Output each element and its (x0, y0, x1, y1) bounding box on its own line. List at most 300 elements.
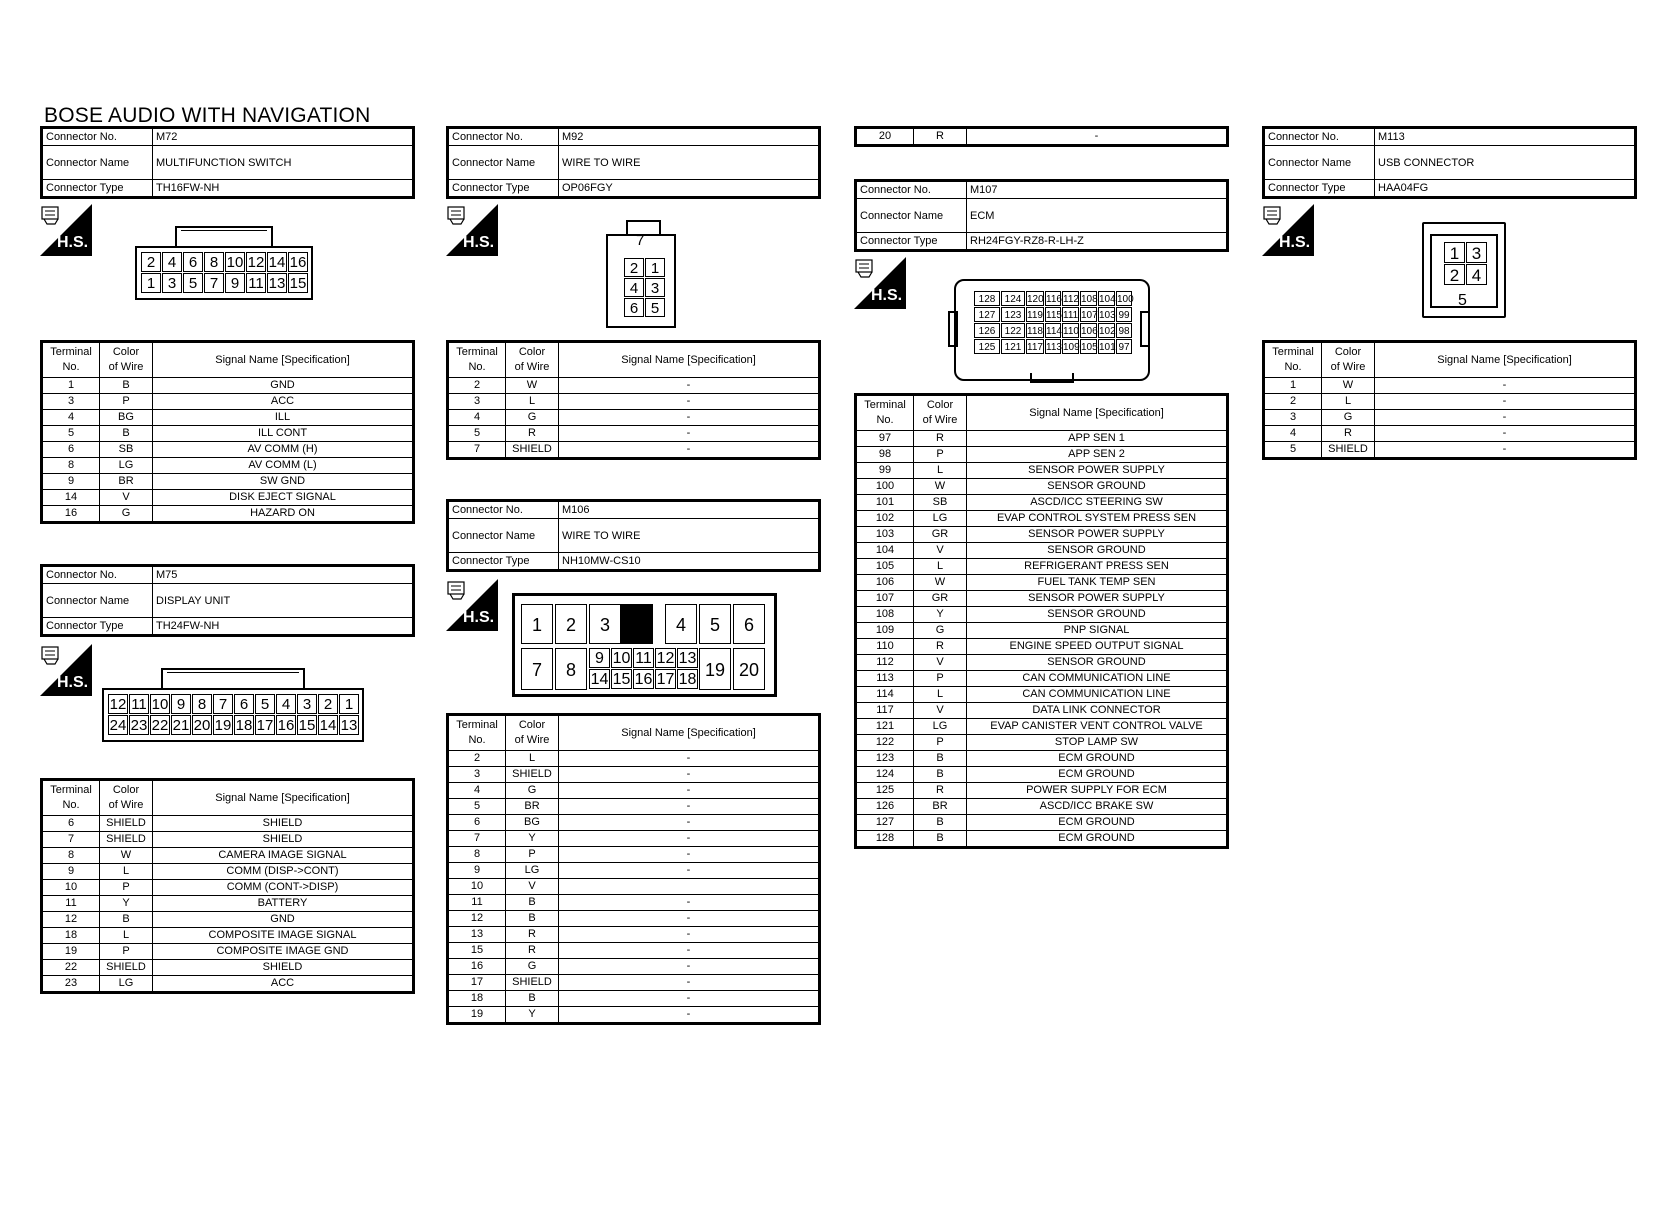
connector-diagram-m107 (954, 279, 1150, 381)
color-of-wire-header (100, 780, 153, 816)
table-row (856, 575, 1228, 591)
terminal-no: 8 (42, 458, 100, 474)
connector-pin: 9 (589, 648, 610, 668)
connector-pin: 12 (656, 650, 675, 667)
table-row (42, 458, 414, 474)
connector-no-value: M106 (559, 501, 820, 519)
connector-pin: 2 (555, 604, 587, 644)
terminal-no: 101 (856, 495, 914, 511)
table-row (42, 928, 414, 944)
connector-pin: 123 (1001, 307, 1025, 322)
connector-pin: 2 (1444, 264, 1465, 285)
connector-type-value: NH10MW-CS10 (559, 553, 820, 571)
signal-name: - (1375, 378, 1636, 394)
connector-pin: 125 (974, 339, 1000, 354)
connector-pin: 5 (183, 273, 203, 293)
signal-name: - (559, 959, 820, 975)
latch-chevron-icon (181, 230, 267, 241)
hs-badge-icon (40, 644, 92, 696)
connector-name-label: Connector Name (856, 199, 967, 233)
signal-name-header: Signal Name [Specification] (559, 342, 820, 378)
signal-name: - (559, 783, 820, 799)
wire-color: L (506, 394, 559, 410)
connector-diagram-m113 (1422, 222, 1508, 318)
terminal-no: 7 (448, 831, 506, 847)
terminal-no: 103 (856, 527, 914, 543)
terminal-no: 125 (856, 783, 914, 799)
signal-name: - (559, 426, 820, 442)
table-row (448, 911, 820, 927)
signal-name: COMM (CONT->DISP) (153, 880, 414, 896)
table-row (448, 799, 820, 815)
wire-color: BR (506, 799, 559, 815)
connector-info-table (446, 126, 821, 199)
connector-pin: 4 (276, 694, 296, 714)
terminal-no: 19 (42, 944, 100, 960)
connector-pin: 118 (1026, 323, 1044, 338)
signal-name: SENSOR POWER SUPPLY (967, 463, 1228, 479)
hs-badge-label: H.S. (1279, 234, 1311, 251)
signal-name: - (559, 975, 820, 991)
table-row (448, 426, 820, 442)
table-row (448, 767, 820, 783)
wire-color: G (506, 959, 559, 975)
signal-name: EVAP CANISTER VENT CONTROL VALVE (967, 719, 1228, 735)
connector-type-label: Connector Type (856, 233, 967, 251)
color-of-wire-header (506, 715, 559, 751)
connector-pin: 115 (1045, 307, 1061, 322)
connector-pin: 126 (974, 323, 1000, 338)
terminal-no: 10 (42, 880, 100, 896)
connector-pin: 23 (130, 717, 148, 734)
signal-name: - (1375, 426, 1636, 442)
connector-no-value: M113 (1375, 128, 1636, 146)
signal-name: PNP SIGNAL (967, 623, 1228, 639)
wire-color: V (914, 703, 967, 719)
wire-color: LG (506, 863, 559, 879)
hs-badge-icon (446, 204, 498, 256)
signal-name: - (559, 895, 820, 911)
wire-color: B (914, 831, 967, 848)
terminal-no: 12 (448, 911, 506, 927)
terminal-no-header (856, 395, 914, 431)
table-row (856, 623, 1228, 639)
connector-type-value: TH24FW-NH (153, 618, 414, 636)
table-row (856, 687, 1228, 703)
connector-diagram-m72 (135, 226, 355, 306)
signal-name: - (967, 128, 1228, 146)
wire-color: LG (914, 511, 967, 527)
wire-color: BR (914, 799, 967, 815)
table-row (856, 543, 1228, 559)
wire-color: SHIELD (100, 832, 153, 848)
wire-color: BR (100, 474, 153, 490)
signal-name: REFRIGERANT PRESS SEN (967, 559, 1228, 575)
table-row (856, 527, 1228, 543)
table-row (856, 559, 1228, 575)
terminal-no: 5 (1264, 442, 1322, 459)
connector-name-label: Connector Name (42, 584, 153, 618)
terminal-no: 7 (42, 832, 100, 848)
signal-name: - (559, 751, 820, 767)
wire-color: SHIELD (506, 975, 559, 991)
signal-name: ECM GROUND (967, 815, 1228, 831)
wire-color: SHIELD (100, 960, 153, 976)
wire-color: V (506, 879, 559, 895)
wire-color: V (914, 655, 967, 671)
table-row (856, 495, 1228, 511)
table-row (448, 410, 820, 426)
signal-name: ECM GROUND (967, 751, 1228, 767)
connector-pin: 101 (1098, 339, 1115, 354)
connector-no-label: Connector No. (448, 501, 559, 519)
connector-pin: 99 (1116, 307, 1132, 322)
connector-no-value: M107 (967, 181, 1228, 199)
connector-pin: 8 (204, 252, 224, 272)
terminal-no-label-line: Terminal (456, 719, 498, 731)
terminal-no: 4 (448, 783, 506, 799)
connector-pin: 124 (1001, 291, 1025, 306)
wire-color: GR (914, 527, 967, 543)
table-row (448, 815, 820, 831)
connector-type-label: Connector Type (448, 553, 559, 571)
table-row (448, 943, 820, 959)
table-row (448, 394, 820, 410)
hs-badge-label: H.S. (463, 609, 495, 626)
terminal-no: 112 (856, 655, 914, 671)
connector-type-value: RH24FGY-RZ8-R-LH-Z (967, 233, 1228, 251)
terminal-no: 14 (42, 490, 100, 506)
table-row (856, 767, 1228, 783)
signal-name: GND (153, 378, 414, 394)
signal-name: AV COMM (L) (153, 458, 414, 474)
connector-pin: 120 (1026, 291, 1044, 306)
hs-badge-label: H.S. (463, 234, 495, 251)
terminal-no: 20 (856, 128, 914, 146)
table-row (856, 751, 1228, 767)
connector-name-label: Connector Name (1264, 146, 1375, 180)
wire-color: LG (100, 458, 153, 474)
latch-chevron-icon (167, 672, 299, 683)
terminal-no: 23 (42, 976, 100, 993)
table-row (448, 751, 820, 767)
wire-color: L (914, 463, 967, 479)
terminal-no: 121 (856, 719, 914, 735)
signal-name: DISK EJECT SIGNAL (153, 490, 414, 506)
connector-pin: 1 (1444, 242, 1465, 263)
connector-pin: 3 (645, 278, 665, 297)
connector-pin: 17 (256, 717, 274, 734)
terminal-no: 4 (448, 410, 506, 426)
terminal-no-label-line: Terminal (864, 399, 906, 411)
signal-name: ILL (153, 410, 414, 426)
table-row (1264, 394, 1636, 410)
connector-pin: 108 (1080, 291, 1097, 306)
terminal-no: 1 (1264, 378, 1322, 394)
signal-name: BATTERY (153, 896, 414, 912)
table-row (856, 831, 1228, 848)
page-title: BOSE AUDIO WITH NAVIGATION (44, 104, 371, 127)
connector-pin: 1 (521, 604, 553, 644)
table-row (42, 976, 414, 993)
connector-pin: 16 (634, 671, 653, 688)
signal-name: - (559, 847, 820, 863)
terminal-no-header (1264, 342, 1322, 378)
wire-color: P (100, 880, 153, 896)
table-row (856, 511, 1228, 527)
terminal-no: 123 (856, 751, 914, 767)
connector-pin: 3 (297, 694, 317, 714)
terminal-no: 18 (42, 928, 100, 944)
wire-color: G (1322, 410, 1375, 426)
connector-side-latch (1140, 311, 1150, 347)
connector-pin: 10 (226, 254, 244, 271)
connector-pin: 21 (172, 717, 190, 734)
table-row (856, 431, 1228, 447)
table-row (856, 463, 1228, 479)
wire-color: P (100, 944, 153, 960)
signal-name: ENGINE SPEED OUTPUT SIGNAL (967, 639, 1228, 655)
signal-name: - (559, 911, 820, 927)
connector-pin: 2 (624, 258, 644, 277)
table-row (448, 959, 820, 975)
wire-color: B (914, 815, 967, 831)
wire-color: R (914, 128, 967, 146)
terminal-no: 104 (856, 543, 914, 559)
terminal-no: 2 (1264, 394, 1322, 410)
connector-pin: 4 (624, 278, 644, 297)
terminal-no: 106 (856, 575, 914, 591)
terminal-no: 100 (856, 479, 914, 495)
table-row (42, 474, 414, 490)
connector-m72 (40, 126, 415, 519)
wire-color: P (914, 447, 967, 463)
signal-name: ASCD/ICC BRAKE SW (967, 799, 1228, 815)
table-row (856, 783, 1228, 799)
terminal-no: 6 (448, 815, 506, 831)
terminal-no: 98 (856, 447, 914, 463)
terminal-no: 11 (42, 896, 100, 912)
connector-pin: 19 (214, 717, 232, 734)
wire-color: V (100, 490, 153, 506)
table-row (856, 655, 1228, 671)
signal-name: SHIELD (153, 816, 414, 832)
connector-no-value: M72 (153, 128, 414, 146)
terminal-no: 3 (448, 394, 506, 410)
connector-pin: 114 (1045, 323, 1061, 338)
terminal-no: 128 (856, 831, 914, 848)
connector-m92 (446, 126, 821, 455)
terminal-no: 3 (1264, 410, 1322, 426)
wire-color: BG (506, 815, 559, 831)
connector-pin: 3 (1466, 242, 1487, 263)
terminal-no: 99 (856, 463, 914, 479)
wire-color: SHIELD (1322, 442, 1375, 459)
table-row (448, 1007, 820, 1024)
color-label-line: Color (926, 399, 954, 411)
signal-name: - (559, 394, 820, 410)
connector-pin: 2 (318, 694, 338, 714)
terminal-no: 16 (42, 506, 100, 523)
table-row (42, 442, 414, 458)
wire-color: R (506, 943, 559, 959)
connector-pin: 20 (733, 648, 765, 690)
signal-name: ECM GROUND (967, 831, 1228, 848)
wire-color: W (1322, 378, 1375, 394)
table-row (42, 394, 414, 410)
table-row (42, 816, 414, 832)
terminal-no-label-line: No. (876, 414, 894, 426)
terminal-no-label-line: No. (62, 361, 80, 373)
wire-color: L (506, 751, 559, 767)
connector-name-value: DISPLAY UNIT (153, 584, 414, 618)
signal-name-header: Signal Name [Specification] (1375, 342, 1636, 378)
terminal-table-header (856, 395, 1228, 431)
table-row (448, 863, 820, 879)
table-row (856, 479, 1228, 495)
signal-name: FUEL TANK TEMP SEN (967, 575, 1228, 591)
connector-pin: 19 (699, 648, 731, 690)
wire-color: B (100, 912, 153, 928)
terminal-no: 105 (856, 559, 914, 575)
wire-color: SHIELD (100, 816, 153, 832)
terminal-no-header (448, 715, 506, 751)
color-label-line: Color (1334, 346, 1362, 358)
terminal-no: 7 (448, 442, 506, 459)
connector-pin: 9 (171, 694, 191, 714)
connector-name-value: ECM (967, 199, 1228, 233)
connector-side-latch (948, 311, 958, 347)
connector-pin: 5 (699, 604, 731, 644)
color-label-line: Color (518, 719, 546, 731)
wire-color: Y (914, 607, 967, 623)
wire-color: W (506, 378, 559, 394)
signal-name: - (1375, 442, 1636, 459)
terminal-no-label-line: Terminal (50, 784, 92, 796)
connector-pin: 20 (193, 717, 211, 734)
terminal-table (40, 340, 415, 524)
connector-name-label: Connector Name (42, 146, 153, 180)
signal-name-header: Signal Name [Specification] (559, 715, 820, 751)
table-row (42, 864, 414, 880)
terminal-table-header (1264, 342, 1636, 378)
connector-pin: 7 (213, 694, 233, 714)
color-label-line: of Wire (108, 799, 144, 811)
table-row (1264, 410, 1636, 426)
hs-badge-icon (446, 579, 498, 631)
connector-type-label: Connector Type (42, 618, 153, 636)
wire-color: G (506, 410, 559, 426)
terminal-no: 19 (448, 1007, 506, 1024)
terminal-no: 124 (856, 767, 914, 783)
terminal-no-label-line: No. (1284, 361, 1302, 373)
color-of-wire-header (1322, 342, 1375, 378)
connector-pin: 112 (1062, 291, 1079, 306)
table-row (856, 815, 1228, 831)
connector-pin: 3 (162, 273, 182, 293)
connector-pin: 111 (1062, 307, 1079, 322)
hs-badge-label: H.S. (57, 674, 89, 691)
color-of-wire-header (914, 395, 967, 431)
connector-diagram-m92 (606, 220, 681, 328)
connector-name-value: WIRE TO WIRE (559, 519, 820, 553)
wire-color: LG (100, 976, 153, 993)
connector-name-value: MULTIFUNCTION SWITCH (153, 146, 414, 180)
wire-color: B (506, 911, 559, 927)
connector-pin: 113 (1045, 339, 1061, 354)
hs-badge-icon (1262, 204, 1314, 256)
pin-label-bottom: 5 (1458, 292, 1467, 309)
wire-color: R (506, 927, 559, 943)
terminal-no: 8 (448, 847, 506, 863)
connector-pin: 105 (1080, 339, 1097, 354)
connector-no-label: Connector No. (448, 128, 559, 146)
terminal-no: 127 (856, 815, 914, 831)
terminal-table-header (42, 780, 414, 816)
terminal-no: 117 (856, 703, 914, 719)
connector-pin: 18 (235, 717, 253, 734)
signal-name: COMM (DISP->CONT) (153, 864, 414, 880)
color-label-line: of Wire (514, 361, 550, 373)
connector-pin: 9 (225, 273, 245, 293)
connector-pin: 14 (590, 671, 609, 688)
table-row (42, 896, 414, 912)
connector-name-value: USB CONNECTOR (1375, 146, 1636, 180)
signal-name: SENSOR GROUND (967, 607, 1228, 623)
table-row (42, 378, 414, 394)
wire-color: Y (506, 831, 559, 847)
connector-pin: 11 (246, 273, 266, 293)
connector-pin: 1 (339, 694, 359, 714)
connector-pin: 119 (1026, 307, 1044, 322)
connector-pin: 107 (1080, 307, 1097, 322)
wire-color: G (914, 623, 967, 639)
signal-name: - (559, 863, 820, 879)
connector-pin: 4 (665, 604, 697, 644)
signal-name: COMPOSITE IMAGE SIGNAL (153, 928, 414, 944)
wire-color: SB (100, 442, 153, 458)
signal-name: ACC (153, 976, 414, 993)
connector-pin: 6 (733, 604, 765, 644)
signal-name-header: Signal Name [Specification] (153, 342, 414, 378)
connector-pin: 117 (1026, 339, 1044, 354)
signal-name: - (559, 799, 820, 815)
table-row (42, 426, 414, 442)
color-of-wire-header (100, 342, 153, 378)
connector-pin: 100 (1116, 291, 1132, 306)
signal-name: APP SEN 1 (967, 431, 1228, 447)
signal-name: EVAP CONTROL SYSTEM PRESS SEN (967, 511, 1228, 527)
connector-pin: 15 (289, 275, 307, 292)
connector-info-table (40, 564, 415, 637)
connector-pin: 11 (129, 694, 149, 714)
connector-pin: 109 (1062, 339, 1079, 354)
signal-name-header: Signal Name [Specification] (967, 395, 1228, 431)
terminal-no: 18 (448, 991, 506, 1007)
terminal-table (854, 393, 1229, 849)
terminal-no: 1 (42, 378, 100, 394)
table-row (856, 639, 1228, 655)
signal-name: CAMERA IMAGE SIGNAL (153, 848, 414, 864)
table-row (856, 735, 1228, 751)
table-row (42, 880, 414, 896)
terminal-no: 22 (42, 960, 100, 976)
connector-pin: 15 (612, 671, 631, 688)
signal-name: - (559, 410, 820, 426)
signal-name: - (559, 1007, 820, 1024)
hs-badge-icon (854, 257, 906, 309)
terminal-no: 122 (856, 735, 914, 751)
